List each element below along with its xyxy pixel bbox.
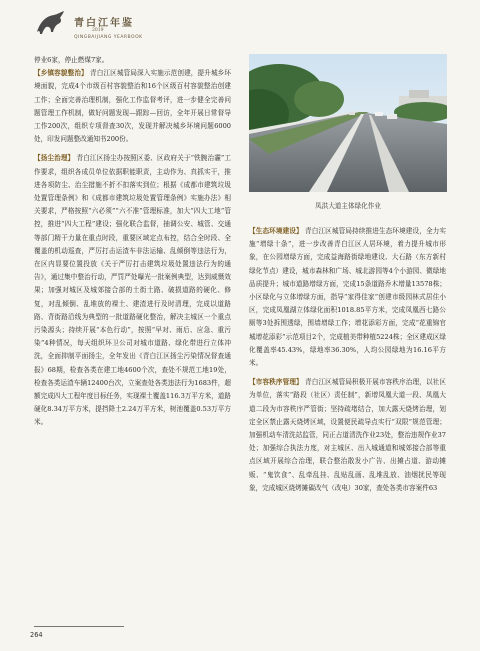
header-subtitle: QINGBAIJIANG YEARBOOK [74, 35, 143, 40]
section-dust-control [34, 152, 231, 429]
road-greening-photo [249, 54, 447, 192]
section-city-order [249, 376, 446, 495]
section-body: 青白江区扬尘办按照区委、区政府关于“铁腕治霾”工作要求，组织各成员单位依据职能职责，主动作为、真抓实干，推进各项防尘、治尘措施不折不扣落实到位；根据《成都市建筑垃圾处置管理条例》和《成都市建筑垃圾处置管理条例》实施办法》相关要求，严格按照“六必须”“六不准”管理标准，加大“四大工地”管控，推进“四大工程”建设；强化联合监督，抽调公安、城管、交通等部门精干力量在重点时段，重要区域定点布控，结合全时段、全覆盖的机动巡查，严厉打击运渣车非法运输、乱倾倒等违法行为，在区内显要位置投放《关于严厉打击建筑垃圾处置违法行为的通告》，通过集中整治行动，严罚严处曝光一批案例典型，达到威慑效果；加强对城区及城郊接合部的土街土路、破损道路的硬化、修复，对乱倾倒、乱堆放的裸土、建渣进行及时清理，完成以道路路、背街路沿线为典型的一批道路硬化整治，解决主城区一个重点污染源头；持续开展“本色行动”，按照“早对、雨后、应急、重污染”4种情况，每天组织环卫公司对城市道路、绿化带进行立体冲洗，全面抑制平面扬尘，全年发出《青白江区扬尘污染情况督查通报》68期，检查各类在建工地4600个次，查处不规范工地19处，检查各类运渣车辆12400台次，立案查处各类违法行为1683件，超额完成四大工程年度目标任务，实现裸土覆盖116.3万平方米，道路硬化8.34万平方米，提挡降土2.24万平方米，树池覆盖0.53万平方米。 [34, 154, 231, 427]
section-tag: 【乡镇容貌整治】 [34, 69, 88, 78]
yearbook-header [34, 8, 164, 44]
section-body: 青白江区城管局持续推进生态环境建设，全力实施“增绿十条”，进一步改善青白江区人居环境，着力提升城市形象，在公园增绿方面，完成益海路街绿地建设、大石路（东方新村绿化节点）建设，城市森林和广场、城北游园等4个小游园、微绿地品质提升；城市道路增绿方面，完成15条道路乔木增量13578株；小区绿化与立体增绿方面，指导“家得佳家”创建市级园林式居住小区，完成凤凰湖立体绿化面积1018.85平方米，完成凤凰西七路公厕等3处拆围透绿，围墙增绿工作；增花添彩方面，完成“花重锦官城增花添彩”示范项目2个，完成植美带种植5224株；全区建成区绿化覆盖率45.43%，绿地率36.30%，人均公园绿地为16.16平方米。 [249, 227, 447, 368]
section-tag: 【扬尘治理】 [34, 154, 75, 163]
right-column [249, 225, 446, 495]
left-column [34, 54, 231, 430]
section-body: 青白江区城管局深入实施示范创建，提升城乡环境面貌，完成4个市级百村容貌整治和16个区级百村容貌整治创建工作；全面完善治理机制，强化工作监督考评，进一步健全完善问题管理工作机制，做好问题发现—跟踪—回访，全年开展日常督导工作200次，组织专项督查30次，发现并解决城乡环境问题6000处，印发问题整改通知书200份。 [34, 69, 232, 144]
header-year: 2019 [92, 28, 104, 33]
road-photo-illustration [249, 54, 447, 192]
footer-divider [34, 626, 124, 627]
photo-caption: 凤洪大道主体绿化作业 [315, 202, 381, 210]
section-ecological-environment [249, 225, 446, 370]
section-tag: 【市容秩序管理】 [249, 378, 303, 387]
section-body: 青白江区城管局积极开展市容秩序治理，以社区为单位，落实“路段（社区）责任制”，新增凤凰大道一段、凤凰大道二段为市容秩序严管街；坚持疏堵结合，加大露天烧烤治理，划定全区禁止露天烧烤区域，设置便民疏导点实行“双限”规范管理；加强机动车清洗站监管，同正占道清洗作业23处，整治违规作业37处；加强综合执法力度，对主城区、出入城通道和城郊接合部等重点区域开展综合治理，联合整治散发小广告、出摊占道、游动摊贩、“鬼饮食”、乱牵乱挂、乱贴乱画、乱堆乱放、油烟扰民等现象，完成城区烧烤摊碳改气（改电）30家，查处各类市容案件63 [249, 378, 447, 492]
section-rural-appearance [34, 67, 231, 146]
section-tag: 【生态环境建设】 [249, 227, 303, 235]
header-title: 青白江年鉴 [74, 18, 134, 29]
continued-paragraph: 停业6家，停止燃煤7家。 [34, 56, 109, 64]
page-number: 264 [30, 631, 43, 639]
horse-logo-icon [34, 10, 68, 38]
